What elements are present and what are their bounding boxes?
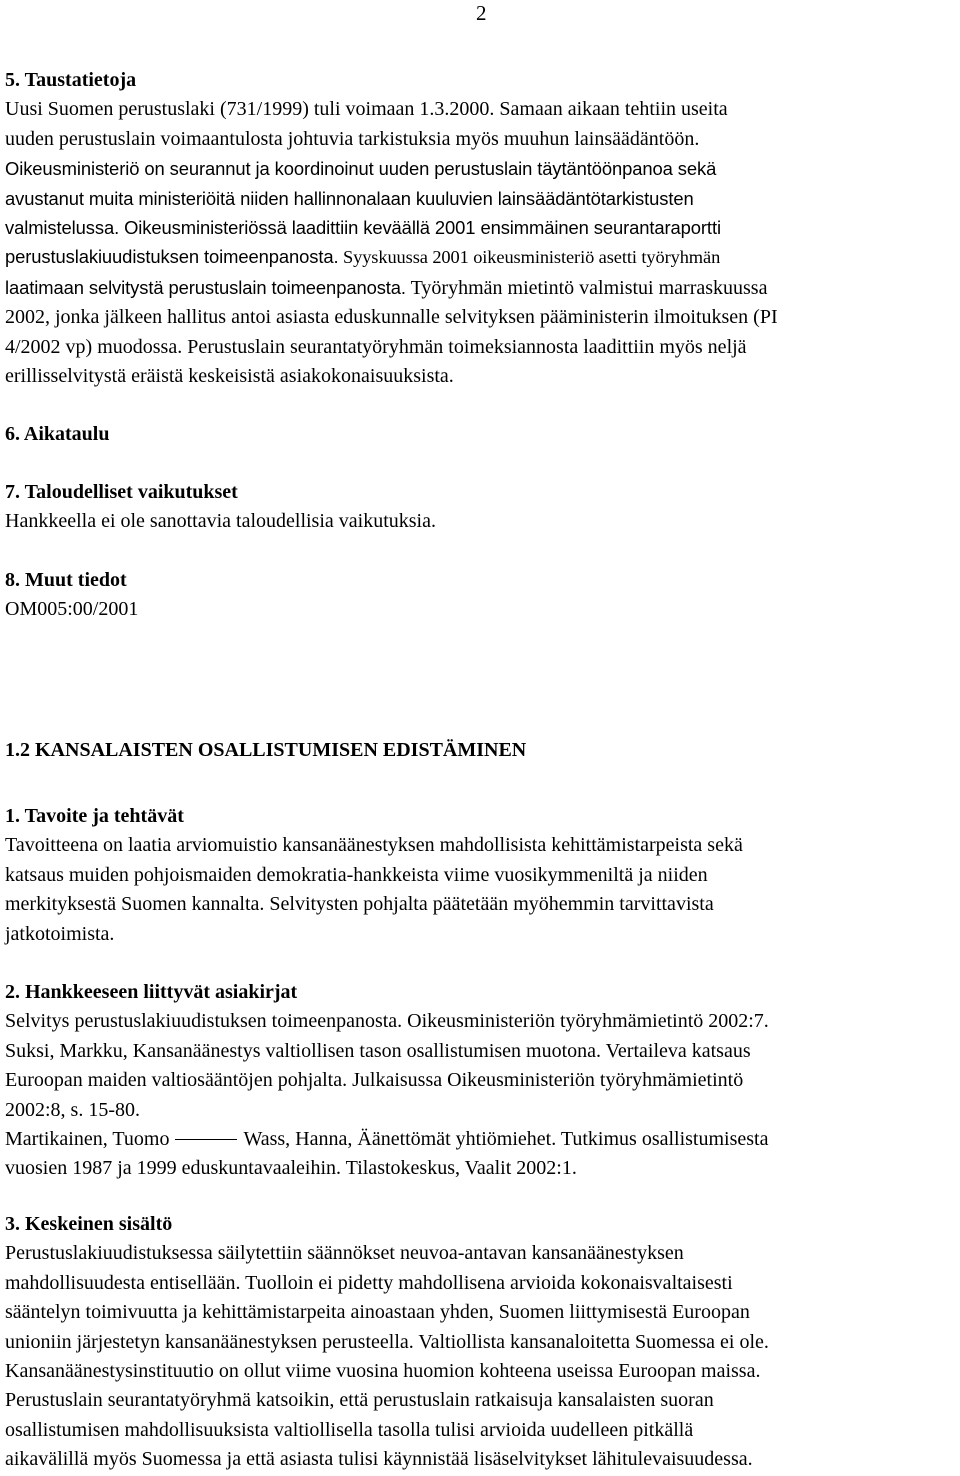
paragraph-line: aikavälillä myös Suomessa ja että asiasta tulisi käynnistää lisäselvitykset lähitulevaisuudessa. bbox=[5, 1448, 753, 1471]
paragraph-line: Perustuslain seurantatyöryhmä katsoikin, että perustuslain ratkaisuja kansalaisten suoran bbox=[5, 1389, 714, 1412]
paragraph-line: OM005:00/2001 bbox=[5, 598, 139, 621]
paragraph-line: osallistumisen mahdollisuuksista valtiollisella tasolla tulisi arvioida uudelleen pitkällä bbox=[5, 1418, 694, 1441]
paragraph-line: erillisselvitystä eräistä keskeisistä asiakokonaisuuksista. bbox=[5, 365, 454, 388]
section-keskeinen-sisalto bbox=[5, 1210, 960, 1475]
paragraph-line: avustanut muita ministeriöitä niiden hallinnonalaan kuuluvien lainsäädäntötarkistusten bbox=[5, 187, 694, 209]
paragraph-line: Selvitys perustuslakiuudistuksen toimeenpanosta. Oikeusministeriön työryhmämietintö 2002:7. bbox=[5, 1010, 769, 1033]
paragraph-line: unioniin järjestetyn kansanäänestyksen perusteella. Valtiollista kansanaloitetta Suomessa ei ole. bbox=[5, 1330, 769, 1353]
main-heading-block bbox=[5, 736, 960, 765]
paragraph-line: jatkotoimista. bbox=[5, 922, 115, 945]
paragraph-line: 2002, jonka jälkeen hallitus antoi asiasta eduskunnalle selvityksen pääministerin ilmoituksen (PI bbox=[5, 306, 778, 329]
section-tavoite bbox=[5, 802, 960, 949]
paragraph-line: 4/2002 vp) muodossa. Perustuslain seurantatyöryhmän toimeksiannosta laadittiin myös neljä bbox=[5, 335, 747, 358]
paragraph-segment: Syyskuussa 2001 oikeusministeriö asetti työryhmän bbox=[338, 247, 721, 268]
paragraph-line: Perustuslakiuudistuksessa säilytettiin säännökset neuvoa-antavan kansanäänestyksen bbox=[5, 1242, 684, 1265]
section-heading: 3. Keskeinen sisältö bbox=[5, 1213, 173, 1235]
paragraph-segment: Martikainen, Tuomo bbox=[5, 1128, 170, 1151]
section-muut-tiedot bbox=[5, 566, 960, 625]
section-asiakirjat bbox=[5, 978, 960, 1184]
paragraph-line: katsaus muiden pohjoismaiden demokratia-hankkeista viime vuosikymmeniltä ja niiden bbox=[5, 863, 708, 886]
paragraph-line bbox=[5, 273, 960, 303]
paragraph-line: valmistelussa. Oikeusministeriössä laadittiin keväällä 2001 ensimmäinen seurantaraportti bbox=[5, 217, 721, 239]
paragraph-line: vuosien 1987 ja 1999 eduskuntavaaleihin. Tilastokeskus, Vaalit 2002:1. bbox=[5, 1157, 577, 1180]
paragraph-line: uuden perustuslain voimaantulosta johtuvia tarkistuksia myös muuhun lainsäädäntöön. bbox=[5, 127, 700, 150]
paragraph-segment: perustuslakiuudistuksen toimeenpanosta. bbox=[5, 246, 339, 268]
main-heading: 1.2 KANSALAISTEN OSALLISTUMISEN EDISTÄMINEN bbox=[5, 739, 527, 761]
paragraph-line: Hankkeella ei ole sanottavia taloudellisia vaikutuksia. bbox=[5, 510, 436, 533]
paragraph-line: Kansanäänestysinstituutio on ollut viime vuosina huomion kohteena useissa Euroopan maissa. bbox=[5, 1360, 761, 1383]
section-taustatietoja bbox=[5, 66, 960, 391]
section-aikataulu bbox=[5, 420, 960, 449]
paragraph-segment: Työryhmän mietintö valmistui marraskuussa bbox=[405, 276, 768, 299]
paragraph-line: Suksi, Markku, Kansanäänestys valtiollisen tason osallistumisen muotona. Vertaileva katsaus bbox=[5, 1039, 751, 1062]
paragraph-line: mahdollisuudesta entisellään. Tuolloin ei pidetty mahdollisena arvioida kokonaisvaltaisesti bbox=[5, 1271, 733, 1294]
paragraph-line: merkityksestä Suomen kannalta. Selvitysten pohjalta päätetään myöhemmin tarvittavista bbox=[5, 893, 714, 916]
section-heading: 5. Taustatietoja bbox=[5, 69, 137, 91]
paragraph-line: Uusi Suomen perustuslaki (731/1999) tuli voimaan 1.3.2000. Samaan aikaan tehtiin useita bbox=[5, 98, 728, 121]
paragraph-segment: Wass, Hanna, Äänettömät yhtiömiehet. Tutkimus osallistumisesta bbox=[243, 1128, 769, 1151]
paragraph-line: Oikeusministeriö on seurannut ja koordinoinut uuden perustuslain täytäntöönpanoa sekä bbox=[5, 158, 717, 180]
section-taloudelliset-vaikutukset bbox=[5, 478, 960, 537]
section-heading: 1. Tavoite ja tehtävät bbox=[5, 805, 184, 827]
paragraph-line: Euroopan maiden valtiosääntöjen pohjalta. Julkaisussa Oikeusministeriön työryhmämietintö bbox=[5, 1069, 744, 1092]
section-heading: 6. Aikataulu bbox=[5, 423, 110, 445]
section-heading: 8. Muut tiedot bbox=[5, 569, 127, 591]
em-dash bbox=[175, 1139, 237, 1141]
paragraph-line bbox=[5, 1125, 960, 1154]
section-heading: 7. Taloudelliset vaikutukset bbox=[5, 481, 238, 503]
paragraph-line: Tavoitteena on laatia arviomuistio kansanäänestyksen mahdollisista kehittämistarpeista sekä bbox=[5, 834, 743, 857]
section-heading: 2. Hankkeeseen liittyvät asiakirjat bbox=[5, 981, 298, 1003]
page-number: 2 bbox=[476, 1, 487, 25]
paragraph-line: 2002:8, s. 15-80. bbox=[5, 1098, 140, 1121]
paragraph-segment: laatimaan selvitystä perustuslain toimeenpanosta. bbox=[5, 276, 406, 298]
paragraph-line: sääntelyn toimivuutta ja kehittämistarpeita ainoastaan yhden, Suomen liittymisestä Euroopan bbox=[5, 1301, 750, 1324]
paragraph-line bbox=[5, 242, 960, 272]
